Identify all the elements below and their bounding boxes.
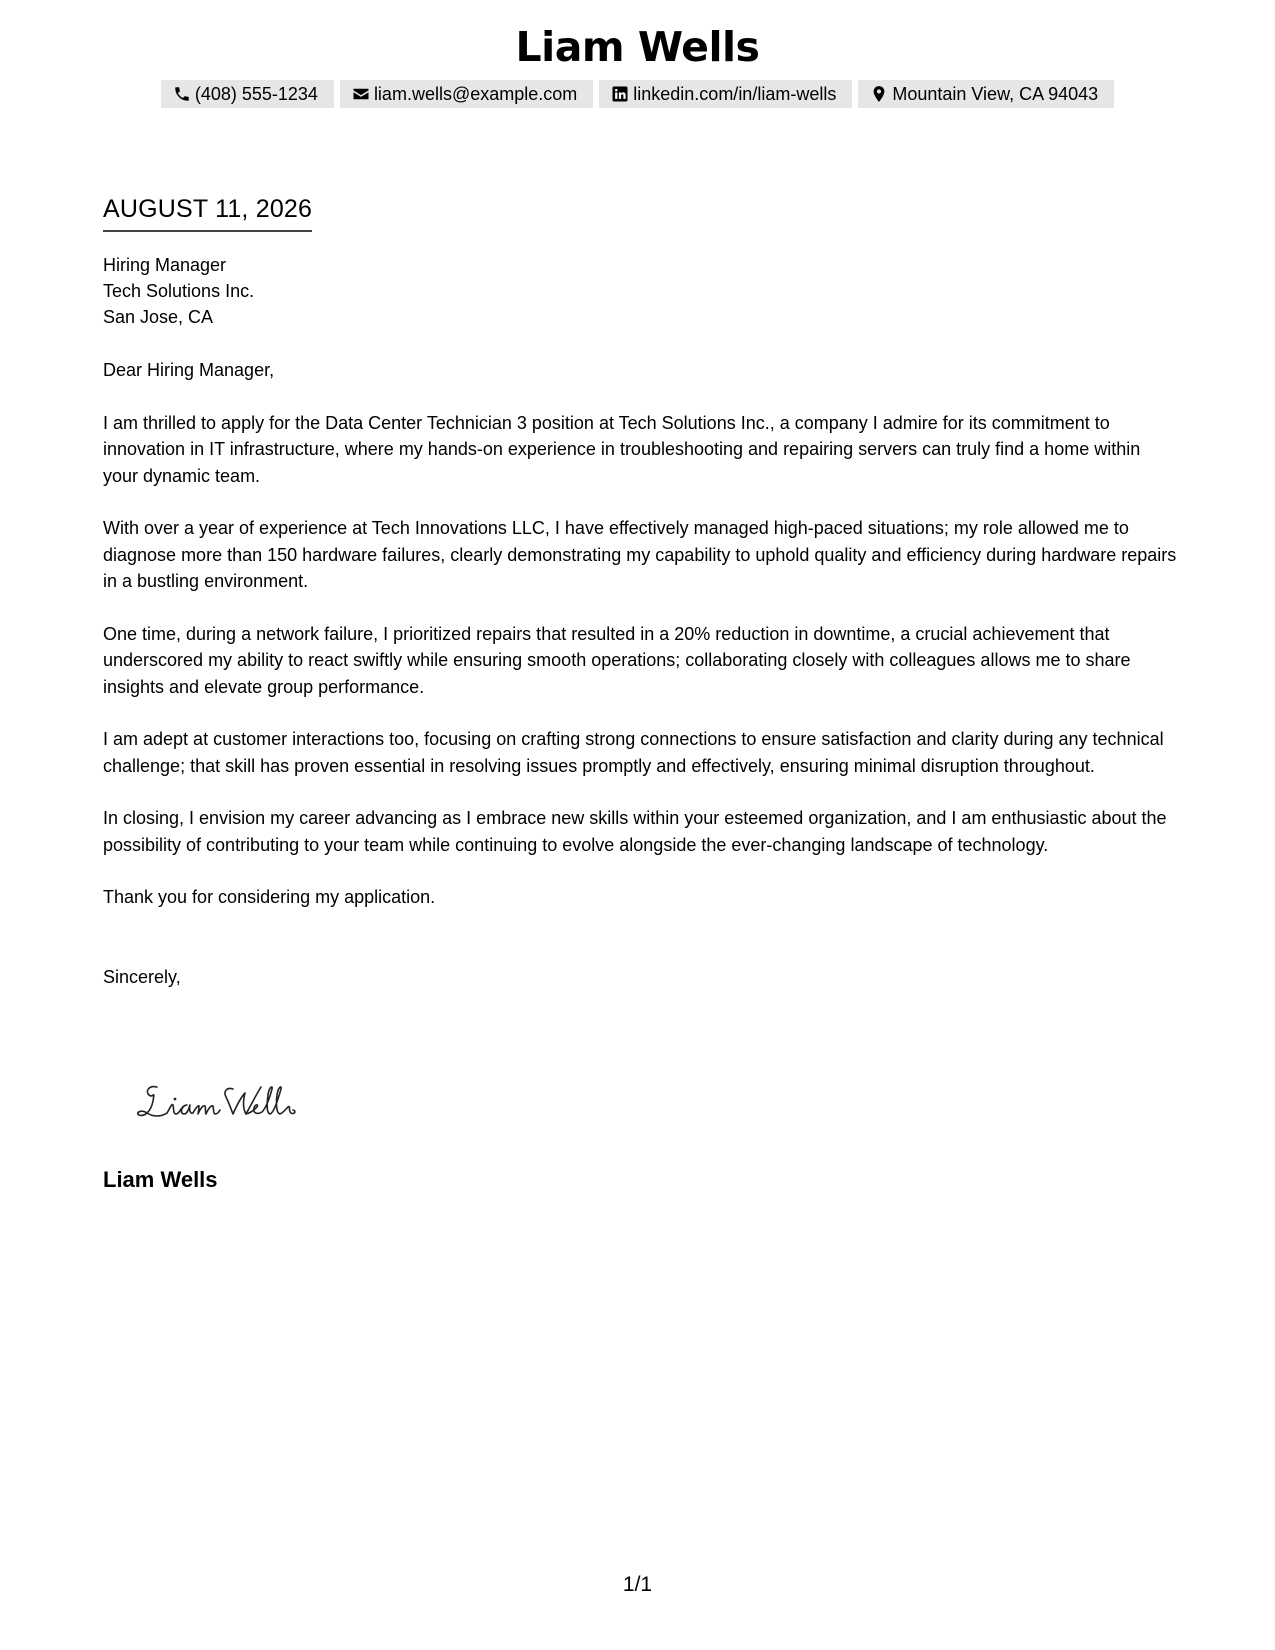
map-pin-icon [870, 85, 888, 103]
paragraph: I am thrilled to apply for the Data Center Technician 3 position at Tech Solutions Inc., a company I admire for its commitment to innovation in IT infrastructure, where my hands-on experience in troubleshooting and repairing servers can truly find a home within your dynamic team. [103, 412, 1141, 486]
letter-date: AUGUST 11, 2026 [103, 193, 312, 232]
linkedin-text: linkedin.com/in/liam-wells [633, 84, 837, 104]
paragraph: With over a year of experience at Tech Innovations LLC, I have effectively managed high-paced situations; my role allowed me to diagnose more than 150 hardware failures, clearly demonstrating my capability to uphold quality and efficiency during hardware repairs in a bustling environment. [103, 518, 1177, 591]
closing: Sincerely, [103, 966, 181, 987]
phone-icon [173, 85, 191, 103]
thanks-line: Thank you for considering my application. [103, 887, 436, 907]
date-block [103, 193, 312, 232]
signed-name: Liam Wells [103, 1167, 218, 1192]
applicant-name: Liam Wells [515, 23, 760, 71]
recipient-company: Tech Solutions Inc. [103, 281, 255, 301]
signature-image [135, 1075, 330, 1125]
paragraph: I am adept at customer interactions too, focusing on crafting strong connections to ensure satisfaction and clarity during any technical challenge; that skill has proven essential in resolving issues promptly and effectively, ensuring minimal disruption throughout. [103, 729, 1164, 776]
location-text: Mountain View, CA 94043 [892, 84, 1099, 104]
email-text: liam.wells@example.com [373, 84, 578, 104]
recipient-title: Hiring Manager [103, 255, 227, 275]
contact-phone [161, 80, 334, 108]
contact-location [858, 80, 1114, 108]
linkedin-icon [611, 85, 629, 103]
recipient-location: San Jose, CA [103, 307, 214, 327]
paragraph: In closing, I envision my career advancing as I embrace new skills within your esteemed organization, and I am enthusiastic about the possibility of contributing to your team while continuing to evolve alongside the ever-changing landscape of technology. [103, 808, 1167, 855]
envelope-icon [352, 85, 370, 103]
contact-bar [0, 80, 1275, 108]
letter-body [103, 252, 1178, 1010]
salutation: Dear Hiring Manager, [103, 360, 275, 380]
contact-email [340, 80, 593, 108]
recipient-block [103, 252, 1178, 330]
page-number: 1/1 [622, 1573, 653, 1596]
phone-text: (408) 555-1234 [194, 84, 318, 104]
contact-linkedin [599, 80, 852, 108]
paragraph: One time, during a network failure, I prioritized repairs that resulted in a 20% reduction in downtime, a crucial achievement that underscored my ability to react swiftly while ensuring smooth operations; collaborating closely with colleagues allows me to share insights and elevate group performance. [103, 623, 1131, 697]
